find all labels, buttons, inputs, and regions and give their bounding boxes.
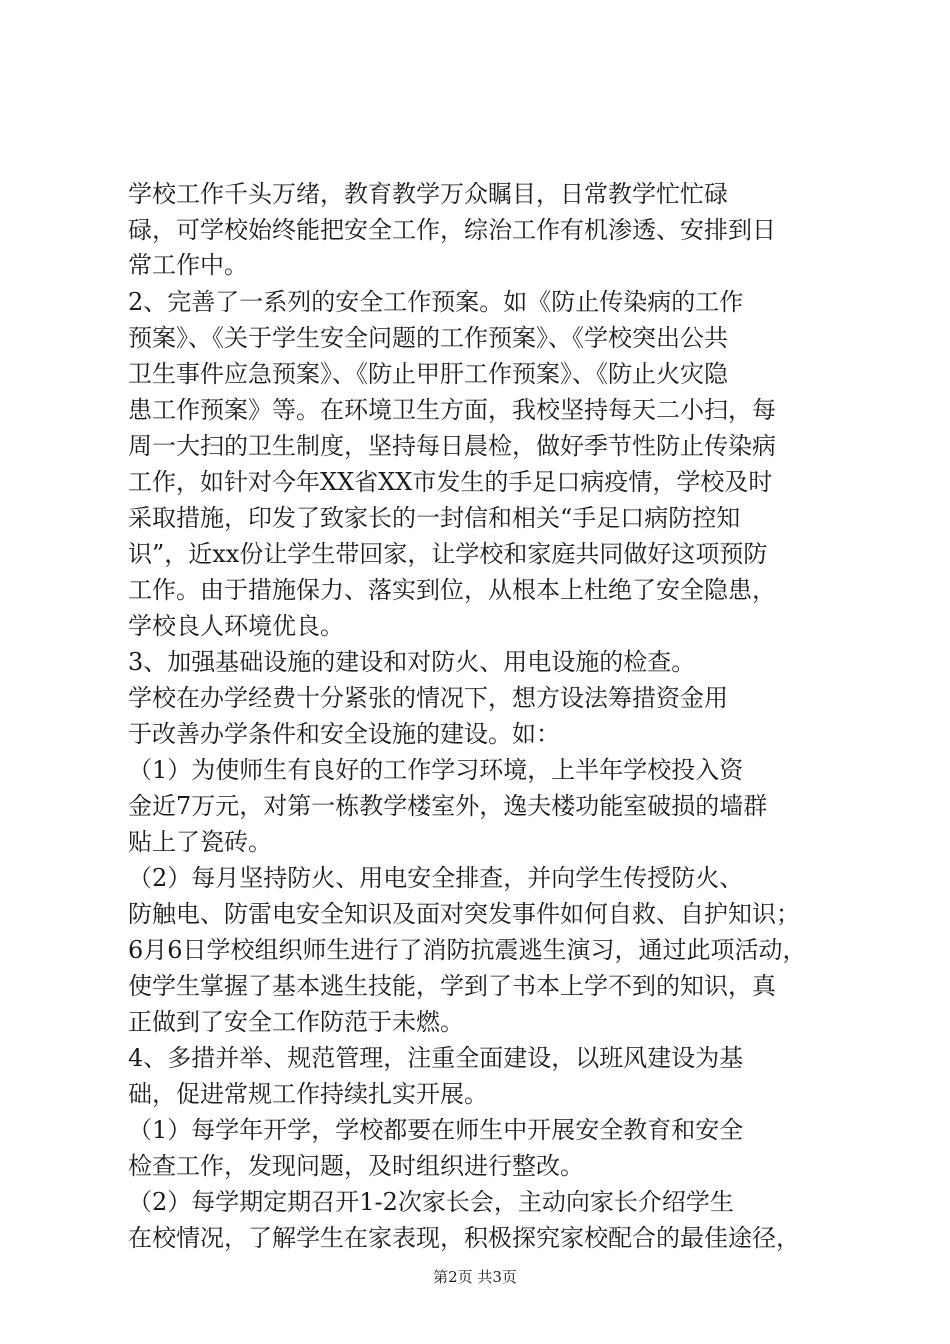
text-line: 2、完善了一系列的安全工作预案。如《防止传染病的工作 [128, 288, 744, 316]
text-line: 4、多措并举、规范管理，注重全面建设，以班风建设为基 [128, 1044, 744, 1072]
text-line: 工作。由于措施保力、落实到位，从根本上杜绝了安全隐患， [128, 576, 776, 604]
text-line: 6月6日学校组织师生进行了消防抗震逃生演习，通过此项活动， [128, 936, 807, 964]
text-line: 正做到了安全工作防范于未燃。 [128, 1008, 464, 1036]
text-line: （1）为使师生有良好的工作学习环境，上半年学校投入资 [128, 756, 744, 784]
text-line: 3、加强基础设施的建设和对防火、用电设施的检查。 [128, 648, 696, 676]
text-line: 常工作中。 [128, 251, 248, 279]
text-line: 识”，近xx份让学生带回家，让学校和家庭共同做好这项预防 [128, 540, 768, 568]
text-line: 患工作预案》等。在环境卫生方面，我校坚持每天二小扫，每 [128, 396, 776, 424]
text-line: 周一大扫的卫生制度，坚持每日晨检，做好季节性防止传染病 [128, 432, 776, 460]
text-line: （1）每学年开学，学校都要在师生中开展安全教育和安全 [128, 1116, 744, 1144]
text-line: 学校工作千头万绪，教育教学万众瞩目，日常教学忙忙碌 [128, 180, 728, 208]
text-line: 在校情况，了解学生在家表现，积极探究家校配合的最佳途径， [128, 1224, 800, 1252]
text-line: 础，促进常规工作持续扎实开展。 [128, 1080, 488, 1108]
text-line: 碌，可学校始终能把安全工作，综治工作有机渗透、安排到日 [128, 216, 776, 244]
text-line: 金近7万元，对第一栋教学楼室外，逸夫楼功能室破损的墙群 [128, 792, 768, 820]
text-line: 防触电、防雷电安全知识及面对突发事件如何自救、自护知识； [128, 900, 800, 928]
text-line: 于改善办学条件和安全设施的建设。如： [128, 720, 560, 748]
text-line: （2）每月坚持防火、用电安全排查，并向学生传授防火、 [128, 864, 744, 892]
text-line: 使学生掌握了基本逃生技能，学到了书本上学不到的知识，真 [128, 972, 776, 1000]
text-line: 预案》、《关于学生安全问题的工作预案》、《学校突出公共 [128, 324, 728, 352]
text-line: 学校在办学经费十分紧张的情况下，想方设法筹措资金用 [128, 684, 728, 712]
page-number-footer: 第2页 共3页 [433, 1268, 517, 1286]
text-line: （2）每学期定期召开1-2次家长会，主动向家长介绍学生 [128, 1188, 734, 1216]
text-line: 贴上了瓷砖。 [128, 828, 272, 856]
text-line: 检查工作，发现问题，及时组织进行整改。 [128, 1152, 584, 1180]
text-line: 学校良人环境优良。 [128, 612, 344, 640]
text-line: 采取措施，印发了致家长的一封信和相关“手足口病防控知 [128, 504, 741, 532]
text-line: 工作，如针对今年XX省XX市发生的手足口病疫情，学校及时 [128, 468, 773, 496]
text-line: 卫生事件应急预案》、《防止甲肝工作预案》、《防止火灾隐 [128, 360, 728, 388]
